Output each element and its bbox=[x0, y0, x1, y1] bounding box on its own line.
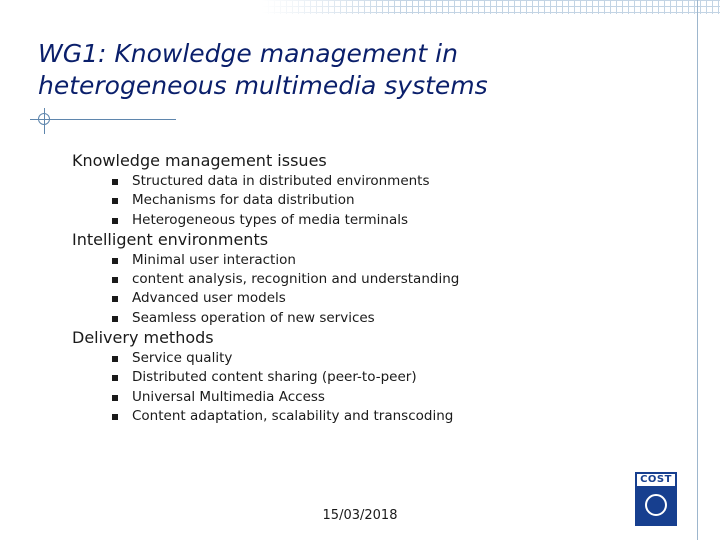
title-underline bbox=[30, 119, 176, 120]
list-item-text: Seamless operation of new services bbox=[132, 309, 375, 326]
square-bullet-icon bbox=[112, 395, 118, 401]
list-item bbox=[112, 289, 632, 308]
list-item-text: Universal Multimedia Access bbox=[132, 388, 325, 405]
section-title: Knowledge management issues bbox=[72, 151, 327, 170]
list-item bbox=[112, 211, 632, 230]
list-item-text: Distributed content sharing (peer-to-peer) bbox=[132, 369, 417, 386]
decorative-grid-fade bbox=[262, 0, 402, 14]
square-bullet-icon bbox=[112, 179, 118, 185]
list-item-text: Minimal user interaction bbox=[132, 251, 296, 268]
bullet-list bbox=[72, 251, 632, 328]
slide-content bbox=[72, 151, 632, 426]
list-item bbox=[112, 368, 632, 387]
square-bullet-icon bbox=[112, 258, 118, 264]
list-item-text: Mechanisms for data distribution bbox=[132, 192, 355, 209]
bullet-list bbox=[72, 349, 632, 426]
slide-title bbox=[38, 38, 558, 102]
section-delivery-methods bbox=[72, 328, 632, 426]
list-item bbox=[112, 191, 632, 210]
list-item-text: Advanced user models bbox=[132, 290, 286, 307]
list-item bbox=[112, 309, 632, 328]
decorative-vertical-line bbox=[697, 0, 698, 540]
slide-title-line-1: WG1: Knowledge management in bbox=[38, 39, 458, 68]
list-item-text: Content adaptation, scalability and transcoding bbox=[132, 407, 454, 424]
slide-title-line-2: heterogeneous multimedia systems bbox=[38, 71, 488, 100]
list-item-text: Structured data in distributed environments bbox=[132, 173, 430, 189]
bullet-list bbox=[72, 172, 632, 230]
list-item-text: content analysis, recognition and understanding bbox=[132, 271, 460, 288]
list-item-text: Service quality bbox=[132, 350, 233, 367]
square-bullet-icon bbox=[112, 198, 118, 204]
crosshair-icon bbox=[38, 113, 50, 125]
cost-logo bbox=[635, 472, 677, 526]
section-title: Intelligent environments bbox=[72, 229, 269, 249]
square-bullet-icon bbox=[112, 356, 118, 362]
logo-text: COST bbox=[637, 474, 675, 486]
list-item bbox=[112, 172, 632, 191]
square-bullet-icon bbox=[112, 296, 118, 302]
list-item bbox=[112, 407, 632, 426]
square-bullet-icon bbox=[112, 218, 118, 224]
slide-date: 15/03/2018 bbox=[322, 508, 398, 523]
square-bullet-icon bbox=[112, 316, 118, 322]
list-item-text: Heterogeneous types of media terminals bbox=[132, 211, 408, 228]
list-item bbox=[112, 349, 632, 368]
section-title: Delivery methods bbox=[72, 328, 214, 348]
square-bullet-icon bbox=[112, 277, 118, 283]
square-bullet-icon bbox=[112, 375, 118, 381]
list-item bbox=[112, 388, 632, 407]
section-intelligent-environments bbox=[72, 230, 632, 328]
square-bullet-icon bbox=[112, 414, 118, 420]
logo-emblem-icon bbox=[645, 494, 667, 516]
section-knowledge-management bbox=[72, 151, 632, 230]
list-item bbox=[112, 251, 632, 270]
list-item bbox=[112, 270, 632, 289]
